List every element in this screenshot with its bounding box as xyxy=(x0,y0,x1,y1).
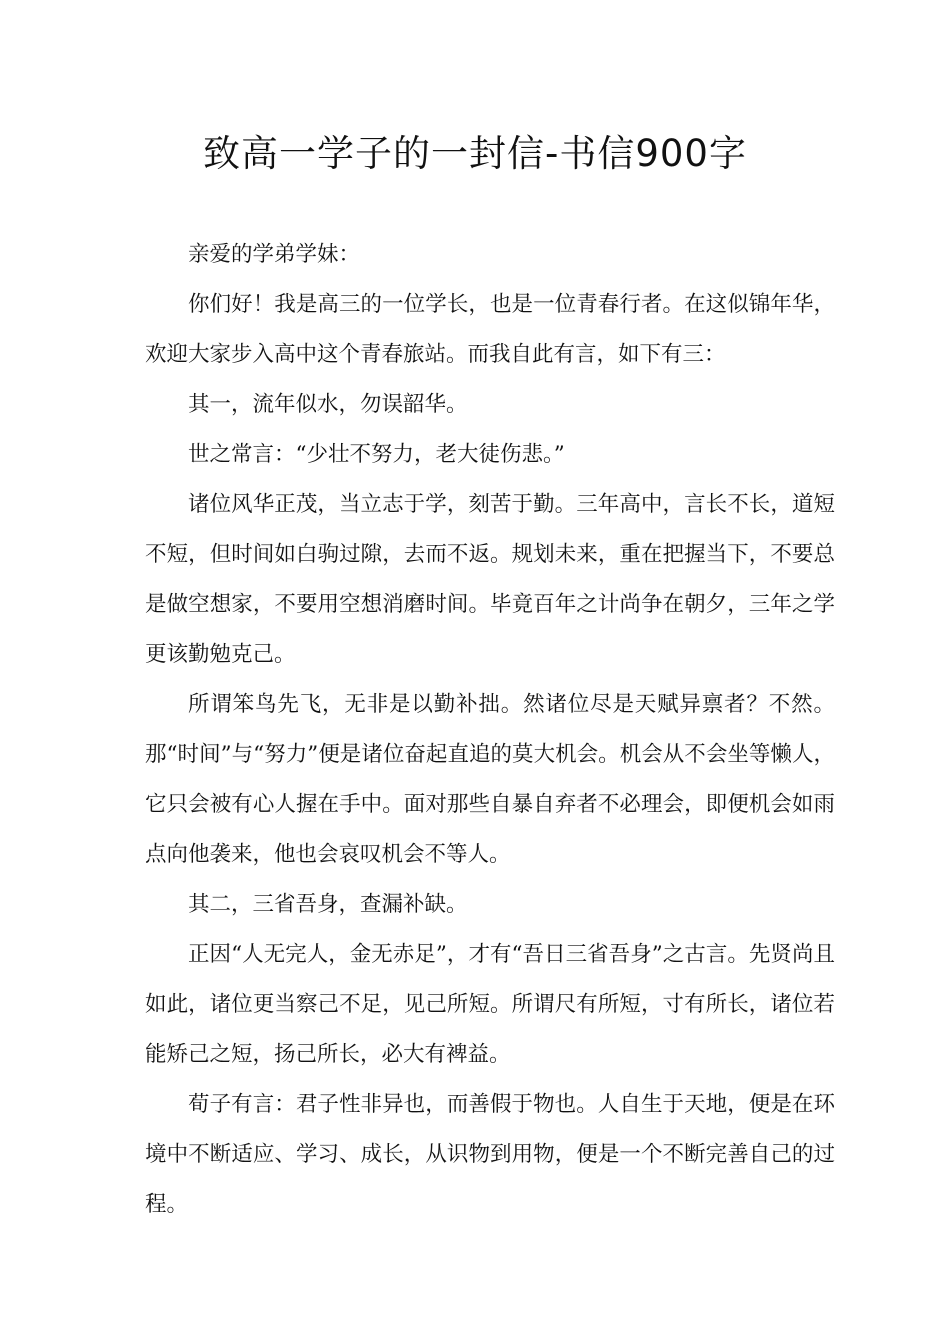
page-title: 致高一学子的一封信-书信900字 xyxy=(203,132,747,175)
section-heading-2: 其二，三省吾身，查漏补缺。 xyxy=(188,892,468,917)
paragraph-greeting: 你们好！我是高三的一位学长，也是一位青春行者。在这似锦年华，欢迎大家步入高中这个青春旅站。而我自此有言，如下有三： xyxy=(145,292,835,367)
paragraph-quote: 世之常言：“少壮不努力，老大徒伤悲。” xyxy=(188,442,565,467)
paragraph: 所谓笨鸟先飞，无非是以勤补拙。然诸位尽是天赋异禀者？不然。那“时间”与“努力”便是诸位奋起直追的莫大机会。机会从不会坐等懒人，它只会被有心人握在手中。面对那些自暴自弃者不必理会，即便机会如雨点向他袭来，他也会哀叹机会不等人。 xyxy=(145,692,835,867)
letter-body xyxy=(145,230,835,1230)
paragraph: 诸位风华正茂，当立志于学，刻苦于勤。三年高中，言长不长，道短不短，但时间如白驹过隙，去而不返。规划未来，重在把握当下，不要总是做空想家，不要用空想消磨时间。毕竟百年之计尚争在朝夕，三年之学更该勤勉克己。 xyxy=(145,492,835,667)
section-heading-1: 其一，流年似水，勿误韶华。 xyxy=(188,392,468,417)
salutation: 亲爱的学弟学妹： xyxy=(188,242,361,267)
paragraph: 荀子有言：君子性非异也，而善假于物也。人自生于天地，便是在环境中不断适应、学习、成长，从识物到用物，便是一个不断完善自己的过程。 xyxy=(145,1092,835,1217)
paragraph: 正因“人无完人，金无赤足”，才有“吾日三省吾身”之古言。先贤尚且如此，诸位更当察己不足，见己所短。所谓尺有所短，寸有所长，诸位若能矫己之短，扬己所长，必大有裨益。 xyxy=(145,942,835,1067)
